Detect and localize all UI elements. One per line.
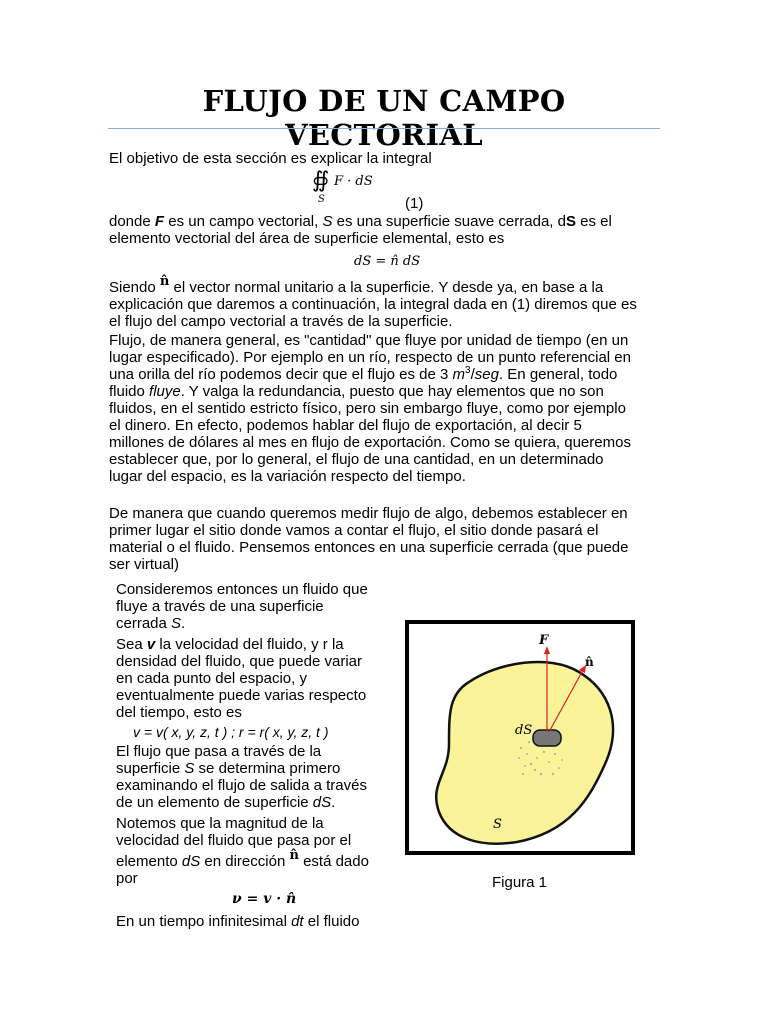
- figure-1-drawing: [409, 624, 631, 851]
- equation-velocity-density: v = v( x, y, z, t ) ; r = r( x, y, z, t ): [133, 724, 329, 740]
- integral-subscript: S: [318, 194, 325, 205]
- flujo-line-2: lugar especificado). Por ejemplo en un río, respecto de un punto referencial en: [109, 349, 631, 366]
- siendo-line-3: el flujo del campo vectorial a través de la superficie.: [109, 313, 453, 330]
- col-p4-line-3: elemento dS en dirección n̂ está dado: [116, 848, 369, 870]
- flujo-line-6: el dinero. En efecto, podemos hablar del flujo de exportación, al decir 5: [109, 417, 582, 434]
- col-p2-line-1: Sea v la velocidad del fluido, y r la: [116, 636, 344, 653]
- figure-caption: Figura 1: [492, 874, 548, 891]
- label-F: F: [539, 633, 549, 648]
- label-n-hat: n̂: [585, 655, 594, 669]
- double-integral-sign: ∯: [312, 168, 330, 193]
- col-p2-line-5: del tiempo, esto es: [116, 704, 242, 721]
- figure-1: [405, 620, 635, 855]
- col-p4-line-2: velocidad del fluido que pasa por el: [116, 832, 352, 849]
- title-underline: [108, 128, 660, 129]
- flujo-line-8: establecer que, por lo general, el flujo de una cantidad, en un determinado: [109, 451, 604, 468]
- col-p4-line-4: por: [116, 870, 138, 887]
- col-p1-line-2: fluye a través de una superficie: [116, 598, 324, 615]
- col-p3-line-4: de un elemento de superficie dS.: [116, 794, 336, 811]
- integral-equation: [312, 168, 392, 208]
- col-p2-line-4: eventualmente puede varias respecto: [116, 687, 367, 704]
- n-hat-symbol: n̂: [159, 274, 170, 289]
- flujo-line-3: una orilla del río podemos decir que el flujo es de 3 $m^3$/seg. En general, todo: [109, 365, 618, 383]
- donde-line-2: elemento vectorial del área de superficie elemental, esto es: [109, 230, 505, 247]
- n-hat-symbol-2: n̂: [289, 848, 299, 863]
- manera-line-3: material o el fluido. Pensemos entonces en una superficie cerrada (que puede: [109, 539, 629, 556]
- intro-text: El objetivo de esta sección es explicar la integral: [109, 150, 432, 167]
- siendo-line-1: Siendo n̂ el vector normal unitario a la superficie. Y desde ya, en base a la: [109, 274, 604, 296]
- donde-line-1: donde F es un campo vectorial, S es una superficie suave cerrada, dS es el: [109, 213, 612, 230]
- siendo-line-2: explicación que daremos a continuación, la integral dada en (1) diremos que es: [109, 296, 637, 313]
- equation-nu: ν = v · n̂: [232, 891, 297, 907]
- manera-line-4: ser virtual): [109, 556, 180, 573]
- flujo-line-5: fluidos, en el sentido estricto físico, pero sin embargo fluye, como por ejemplo: [109, 400, 626, 417]
- col-p3-line-2: superficie S se determina primero: [116, 760, 341, 777]
- manera-line-2: primer lugar el sitio donde vamos a contar el flujo, el sitio donde pasará el: [109, 522, 599, 539]
- equation-dS: dS = n̂ dS: [354, 254, 421, 269]
- surface-element-dS: [533, 730, 561, 746]
- col-p5-line-1: En un tiempo infinitesimal dt el fluido: [116, 913, 360, 930]
- flujo-line-4: fluido fluye. Y valga la redundancia, puesto que hay elementos que no son: [109, 383, 604, 400]
- flujo-line-9: lugar del espacio, es la variación respecto del tiempo.: [109, 468, 466, 485]
- integral-expression: F · dS: [334, 174, 373, 189]
- col-p1-line-1: Consideremos entonces un fluido que: [116, 581, 368, 598]
- surface-blob: [436, 662, 613, 844]
- col-p3-line-1: El flujo que pasa a través de la: [116, 743, 322, 760]
- col-p1-line-3: cerrada S.: [116, 615, 186, 632]
- col-p2-line-2: densidad del fluido, que puede variar: [116, 653, 363, 670]
- label-S: S: [493, 817, 502, 832]
- col-p4-line-1: Notemos que la magnitud de la: [116, 815, 324, 832]
- manera-line-1: De manera que cuando queremos medir flujo de algo, debemos establecer en: [109, 505, 628, 522]
- flujo-line-1: Flujo, de manera general, es "cantidad" que fluye por unidad de tiempo (en un: [109, 332, 629, 349]
- col-p2-line-3: en cada punto del espacio, y: [116, 670, 307, 687]
- col-p3-line-3: examinando el flujo de salida a través: [116, 777, 367, 794]
- flujo-line-7: millones de dólares al mes en flujo de exportación. Como se quiera, queremos: [109, 434, 631, 451]
- label-dS: dS: [515, 723, 533, 738]
- page-title: FLUJO DE UN CAMPO VECTORIAL: [202, 84, 566, 152]
- equation-number: (1): [405, 195, 424, 212]
